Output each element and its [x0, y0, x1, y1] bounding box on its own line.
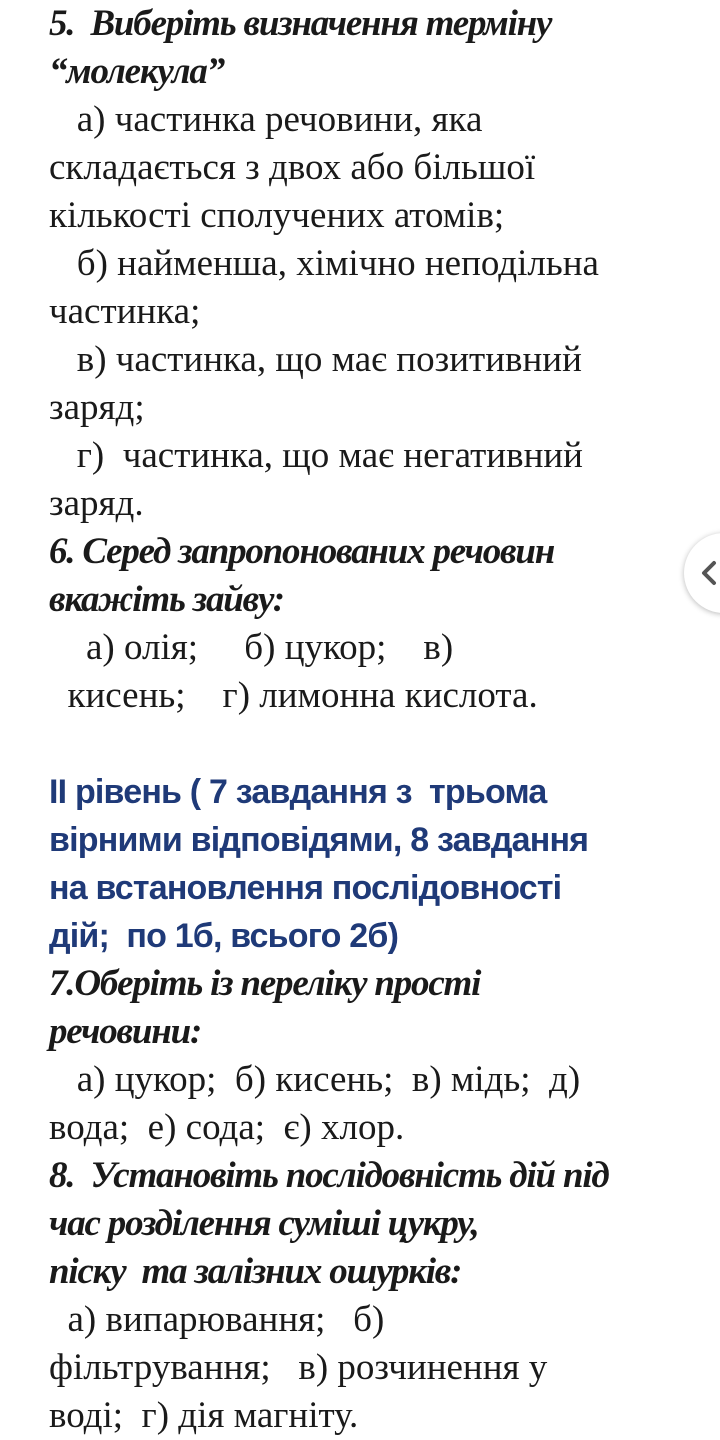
answer-option: б) найменша, хімічно неподільна [49, 243, 599, 284]
question-title: вкажіть зайву: [49, 579, 284, 620]
level-heading-line: вірними відповідями, 8 завдання [49, 821, 589, 859]
question-title: речовини: [49, 1011, 202, 1052]
answer-option: заряд; [49, 387, 145, 428]
question-title: 6. Серед запропонованих речовин [49, 531, 555, 572]
question-7 [49, 960, 709, 1152]
level-heading-line: дій; по 1б, всього 2б) [49, 917, 399, 955]
spacer [49, 720, 709, 768]
document-page [49, 0, 709, 1440]
answer-option: в) частинка, що має позитивний [49, 339, 582, 380]
level-heading-line: ІІ рівень ( 7 завдання з трьома [49, 773, 547, 811]
answer-option: складається з двох або більшої [49, 147, 536, 188]
answer-option: а) цукор; б) кисень; в) мідь; д) [49, 1059, 581, 1100]
question-5 [49, 0, 709, 528]
answer-option: а) олія; б) цукор; в) [49, 627, 454, 668]
question-title: 8. Установіть послідовність дій під [49, 1155, 609, 1196]
question-8 [49, 1152, 709, 1440]
answer-option: вода; е) сода; є) хлор. [49, 1107, 405, 1148]
chevron-left-icon [698, 559, 720, 587]
answer-option: кисень; г) лимонна кислота. [49, 675, 538, 716]
answer-option: а) випарювання; б) [49, 1299, 385, 1340]
answer-option: кількості сполучених атомів; [49, 195, 505, 236]
question-6 [49, 528, 709, 720]
question-title: час розділення суміші цукру, [49, 1203, 479, 1244]
answer-option: г) частинка, що має негативний [49, 435, 583, 476]
level-heading-line: на встановлення послідовності [49, 869, 562, 907]
answer-option: а) частинка речовини, яка [49, 99, 483, 140]
answer-option: воді; г) дія магніту. [49, 1395, 359, 1436]
answer-option: заряд. [49, 483, 144, 524]
question-title: 7.Оберіть із переліку прості [49, 963, 481, 1004]
answer-option: частинка; [49, 291, 201, 332]
answer-option: фільтрування; в) розчинення у [49, 1347, 548, 1388]
question-title: 5. Виберіть визначення терміну [49, 3, 552, 44]
question-title: “молекула” [49, 51, 225, 92]
level-2-heading [49, 768, 709, 960]
question-title: піску та залізних ошурків: [49, 1251, 462, 1292]
